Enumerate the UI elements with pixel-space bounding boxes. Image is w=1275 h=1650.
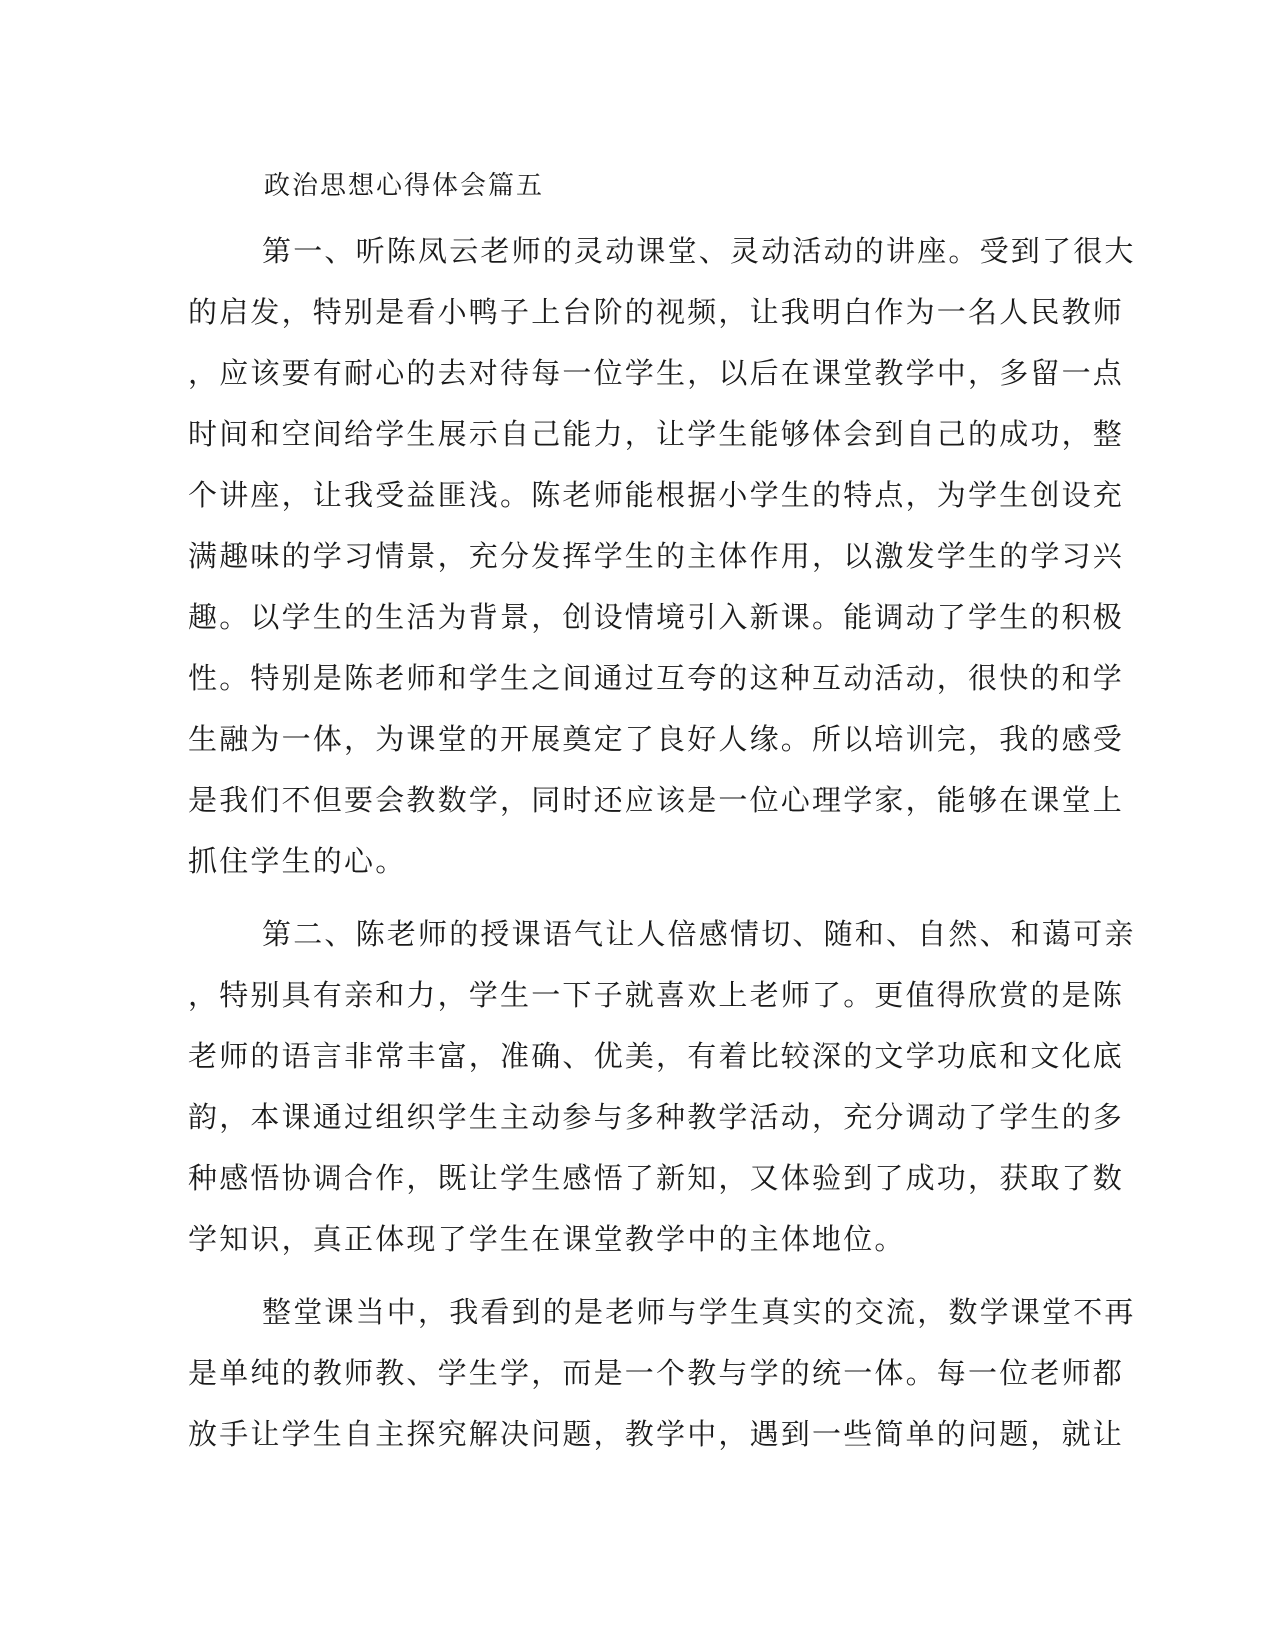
text-line: 第一、听陈凤云老师的灵动课堂、灵动活动的讲座。受到了很大 [262, 234, 1136, 268]
text-line: 是单纯的教师教、学生学，而是一个教与学的统一体。每一位老师都 [188, 1356, 1125, 1390]
document-title: 政治思想心得体会篇五 [264, 171, 545, 201]
text-line: 韵，本课通过组织学生主动参与多种教学活动，充分调动了学生的多 [188, 1100, 1125, 1134]
text-line: 的启发，特别是看小鸭子上台阶的视频，让我明白作为一名人民教师 [188, 295, 1125, 329]
text-line: 时间和空间给学生展示自己能力，让学生能够体会到自己的成功，整 [188, 417, 1125, 451]
text-line: 放手让学生自主探究解决问题，教学中，遇到一些简单的问题，就让 [188, 1417, 1125, 1451]
text-line: 性。特别是陈老师和学生之间通过互夸的这种互动活动，很快的和学 [188, 661, 1125, 695]
text-line: 种感悟协调合作，既让学生感悟了新知，又体验到了成功，获取了数 [188, 1161, 1125, 1195]
text-line: 第二、陈老师的授课语气让人倍感情切、随和、自然、和蔼可亲 [262, 917, 1136, 951]
text-line: 个讲座，让我受益匪浅。陈老师能根据小学生的特点，为学生创设充 [188, 478, 1125, 512]
text-line: 是我们不但要会教数学，同时还应该是一位心理学家，能够在课堂上 [188, 783, 1125, 817]
paragraph-2 [188, 904, 1136, 1270]
text-line: ，特别具有亲和力，学生一下子就喜欢上老师了。更值得欣赏的是陈 [188, 978, 1125, 1012]
text-line: 趣。以学生的生活为背景，创设情境引入新课。能调动了学生的积极 [188, 600, 1125, 634]
text-line: 满趣味的学习情景，充分发挥学生的主体作用，以激发学生的学习兴 [188, 539, 1125, 573]
text-line: ，应该要有耐心的去对待每一位学生，以后在课堂教学中，多留一点 [188, 356, 1125, 390]
text-line: 老师的语言非常丰富，准确、优美，有着比较深的文学功底和文化底 [188, 1039, 1125, 1073]
paragraph-1 [188, 221, 1136, 892]
text-line: 抓住学生的心。 [188, 844, 407, 878]
paragraph-3 [188, 1282, 1136, 1465]
text-line: 生融为一体，为课堂的开展奠定了良好人缘。所以培训完，我的感受 [188, 722, 1125, 756]
document-body [188, 165, 1136, 1477]
text-line: 整堂课当中，我看到的是老师与学生真实的交流，数学课堂不再 [262, 1295, 1136, 1329]
text-line: 学知识，真正体现了学生在课堂教学中的主体地位。 [188, 1222, 906, 1256]
